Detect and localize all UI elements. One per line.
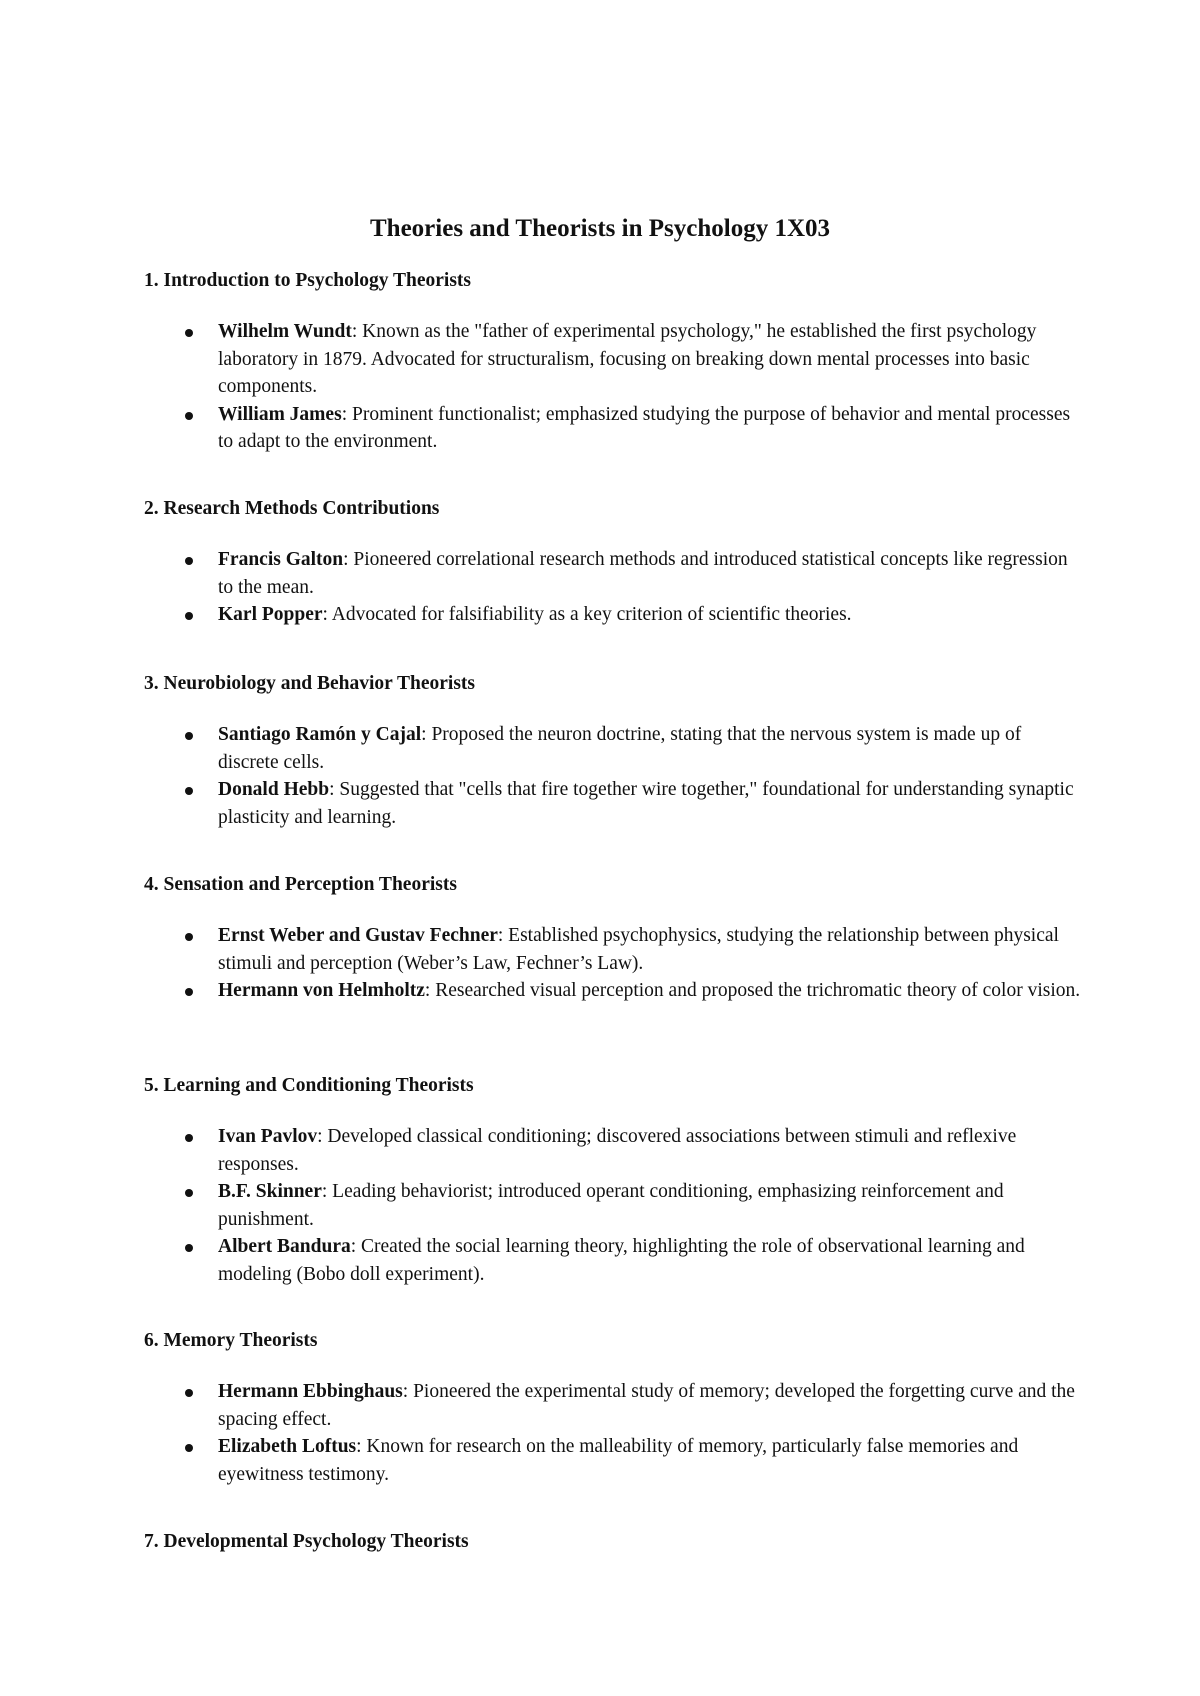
list-item: [144, 601, 1084, 629]
section-heading: 7. Developmental Psychology Theorists: [144, 1531, 469, 1552]
theorist-name: Ivan Pavlov: [218, 1126, 318, 1147]
theorist-name: Karl Popper: [218, 604, 323, 625]
list-item: [144, 1378, 1084, 1433]
bullet-icon: [185, 988, 193, 996]
theorist-name: Hermann Ebbinghaus: [218, 1381, 403, 1402]
theorist-description: : Created the social learning theory, highlighting the role of observational learning and modeling (Bobo doll experiment).: [218, 1236, 1025, 1285]
list-item: [144, 1433, 1084, 1488]
bullet-icon: [185, 1134, 193, 1142]
list-item: [144, 1178, 1084, 1233]
section-sensation-perception: [144, 872, 1084, 1005]
bullet-list: [144, 318, 1084, 456]
theorist-description: : Researched visual perception and proposed the trichromatic theory of color vision.: [424, 980, 1081, 1001]
theorist-name: Donald Hebb: [218, 779, 330, 800]
bullet-icon: [185, 1389, 193, 1397]
bullet-icon: [185, 329, 193, 337]
theorist-name: Hermann von Helmholtz: [218, 980, 425, 1001]
list-item: [144, 977, 1084, 1005]
theorist-name: Albert Bandura: [218, 1236, 351, 1257]
section-memory: [144, 1328, 1084, 1488]
list-item: [144, 922, 1084, 977]
theorist-name: Ernst Weber and Gustav Fechner: [218, 925, 498, 946]
bullet-icon: [185, 1444, 193, 1452]
theorist-description: : Suggested that "cells that fire together wire together," foundational for understanding synaptic plasticity and learning.: [218, 779, 1074, 828]
theorist-description: : Proposed the neuron doctrine, stating that the nervous system is made up of discrete cells.: [218, 724, 1022, 773]
theorist-name: Santiago Ramón y Cajal: [218, 724, 422, 745]
bullet-icon: [185, 612, 193, 620]
section-developmental: [144, 1529, 1084, 1555]
list-item: [144, 1123, 1084, 1178]
bullet-icon: [185, 1189, 193, 1197]
theorist-description: : Pioneered the experimental study of memory; developed the forgetting curve and the spacing effect.: [218, 1381, 1075, 1430]
theorist-description: : Advocated for falsifiability as a key criterion of scientific theories.: [322, 604, 852, 625]
bullet-list: [144, 546, 1084, 629]
bullet-icon: [185, 412, 193, 420]
bullet-icon: [185, 933, 193, 941]
section-heading: 2. Research Methods Contributions: [144, 498, 440, 519]
bullet-icon: [185, 732, 193, 740]
bullet-icon: [185, 787, 193, 795]
list-item: [144, 318, 1084, 401]
list-item: [144, 776, 1084, 831]
section-heading: 4. Sensation and Perception Theorists: [144, 874, 457, 895]
bullet-icon: [185, 1244, 193, 1252]
document-title: Theories and Theorists in Psychology 1X03: [370, 214, 830, 242]
bullet-list: [144, 721, 1084, 831]
section-neurobiology: [144, 671, 1084, 831]
list-item: [144, 1233, 1084, 1288]
theorist-description: : Established psychophysics, studying the relationship between physical stimuli and perception (Weber’s Law, Fechner’s Law).: [218, 925, 1059, 974]
section-heading: 5. Learning and Conditioning Theorists: [144, 1075, 474, 1096]
theorist-description: : Known for research on the malleability of memory, particularly false memories and eyewitness testimony.: [218, 1436, 1019, 1485]
theorist-name: Wilhelm Wundt: [218, 321, 352, 342]
section-heading: 1. Introduction to Psychology Theorists: [144, 270, 472, 291]
bullet-list: [144, 1378, 1084, 1488]
section-research-methods: [144, 496, 1084, 629]
bullet-list: [144, 1123, 1084, 1288]
theorist-name: Francis Galton: [218, 549, 344, 570]
theorist-description: : Pioneered correlational research methods and introduced statistical concepts like regression to the mean.: [218, 549, 1068, 598]
theorist-name: B.F. Skinner: [218, 1181, 322, 1202]
section-learning-conditioning: [144, 1073, 1084, 1288]
list-item: [144, 721, 1084, 776]
theorist-description: : Developed classical conditioning; discovered associations between stimuli and reflexive responses.: [218, 1126, 1017, 1175]
list-item: [144, 401, 1084, 456]
theorist-name: William James: [218, 403, 342, 425]
section-introduction: [144, 268, 1084, 456]
theorist-name: Elizabeth Loftus: [218, 1436, 357, 1457]
theorist-description: : Known as the "father of experimental psychology," he established the first psychology laboratory in 1879. Advocated for structuralism, focusing on breaking down mental processes into basic components.: [218, 321, 1037, 397]
section-heading: 6. Memory Theorists: [144, 1330, 318, 1351]
section-heading: 3. Neurobiology and Behavior Theorists: [144, 673, 476, 694]
bullet-list: [144, 922, 1084, 1005]
bullet-icon: [185, 557, 193, 565]
list-item: [144, 546, 1084, 601]
theorist-description: : Prominent functionalist; emphasized studying the purpose of behavior and mental processes to adapt to the environment.: [218, 403, 1071, 452]
theorist-description: : Leading behaviorist; introduced operant conditioning, emphasizing reinforcement and punishment.: [218, 1181, 1004, 1230]
